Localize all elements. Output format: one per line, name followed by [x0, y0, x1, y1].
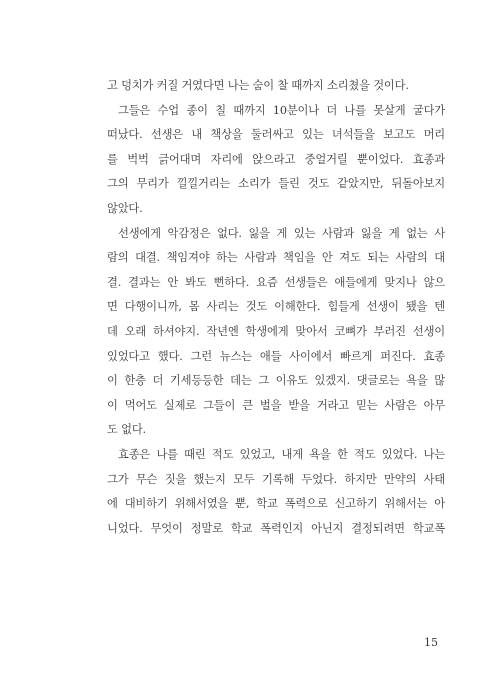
text-line: 에 대비하기 위해서였을 뿐, 학교 폭력으로 신고하기 위해서는 아 — [107, 497, 445, 511]
text-line: 도 없다. — [107, 423, 146, 437]
text-line: 니었다. 무엇이 정말로 학교 폭력인지 아닌지 결정되려면 학교폭 — [107, 521, 445, 535]
text-line: 이 먹어도 실제로 그들이 큰 벌을 받을 거라고 믿는 사람은 아무 — [107, 398, 445, 412]
text-line: 있었다고 했다. 그런 뉴스는 애들 사이에서 빠르게 퍼진다. 효종 — [107, 349, 445, 363]
text-line: 떠났다. 선생은 내 책상을 둘러싸고 있는 녀석들을 보고도 머리 — [107, 128, 445, 142]
text-line: 선생에게 악감정은 없다. 잃을 게 있는 사람과 잃을 게 없는 사 — [118, 226, 445, 240]
text-line: 데 오래 하셔야지. 작년엔 학생에게 맞아서 코뼈가 부러진 선생이 — [107, 324, 445, 338]
text-line: 그들은 수업 종이 칠 때까지 10분이나 더 나를 못살게 굴다가 — [118, 103, 445, 117]
page-number: 15 — [424, 636, 438, 649]
text-line: 결. 결과는 안 봐도 뻔하다. 요즘 선생들은 애들에게 맞지나 않으 — [107, 275, 445, 289]
text-line: 그가 무슨 짓을 했는지 모두 기록해 두었다. 하지만 만약의 사태 — [107, 472, 445, 486]
text-line: 효종은 나를 때린 적도 있었고, 내게 욕을 한 적도 있었다. 나는 — [118, 447, 445, 461]
body-text — [107, 78, 445, 545]
text-line: 면 다행이니까, 몸 사리는 것도 이해한다. 힘들게 선생이 됐을 텐 — [107, 300, 445, 314]
text-line: 그의 무리가 낄낄거리는 소리가 들린 것도 같았지만, 뒤돌아보지 — [107, 177, 445, 191]
text-line: 를 벅벅 긁어대며 자리에 앉으라고 중얼거릴 뿐이었다. 효종과 — [107, 152, 445, 166]
text-line: 고 덩치가 커질 거였다면 나는 숨이 찰 때까지 소리쳤을 것이다. — [107, 79, 409, 92]
text-line: 이 한층 더 기세등등한 데는 그 이유도 있겠지. 댓글로는 욕을 많 — [107, 374, 445, 388]
text-line: 람의 대결. 책임져야 하는 사람과 책임을 안 져도 되는 사람의 대 — [107, 251, 445, 265]
text-line: 않았다. — [107, 201, 143, 215]
